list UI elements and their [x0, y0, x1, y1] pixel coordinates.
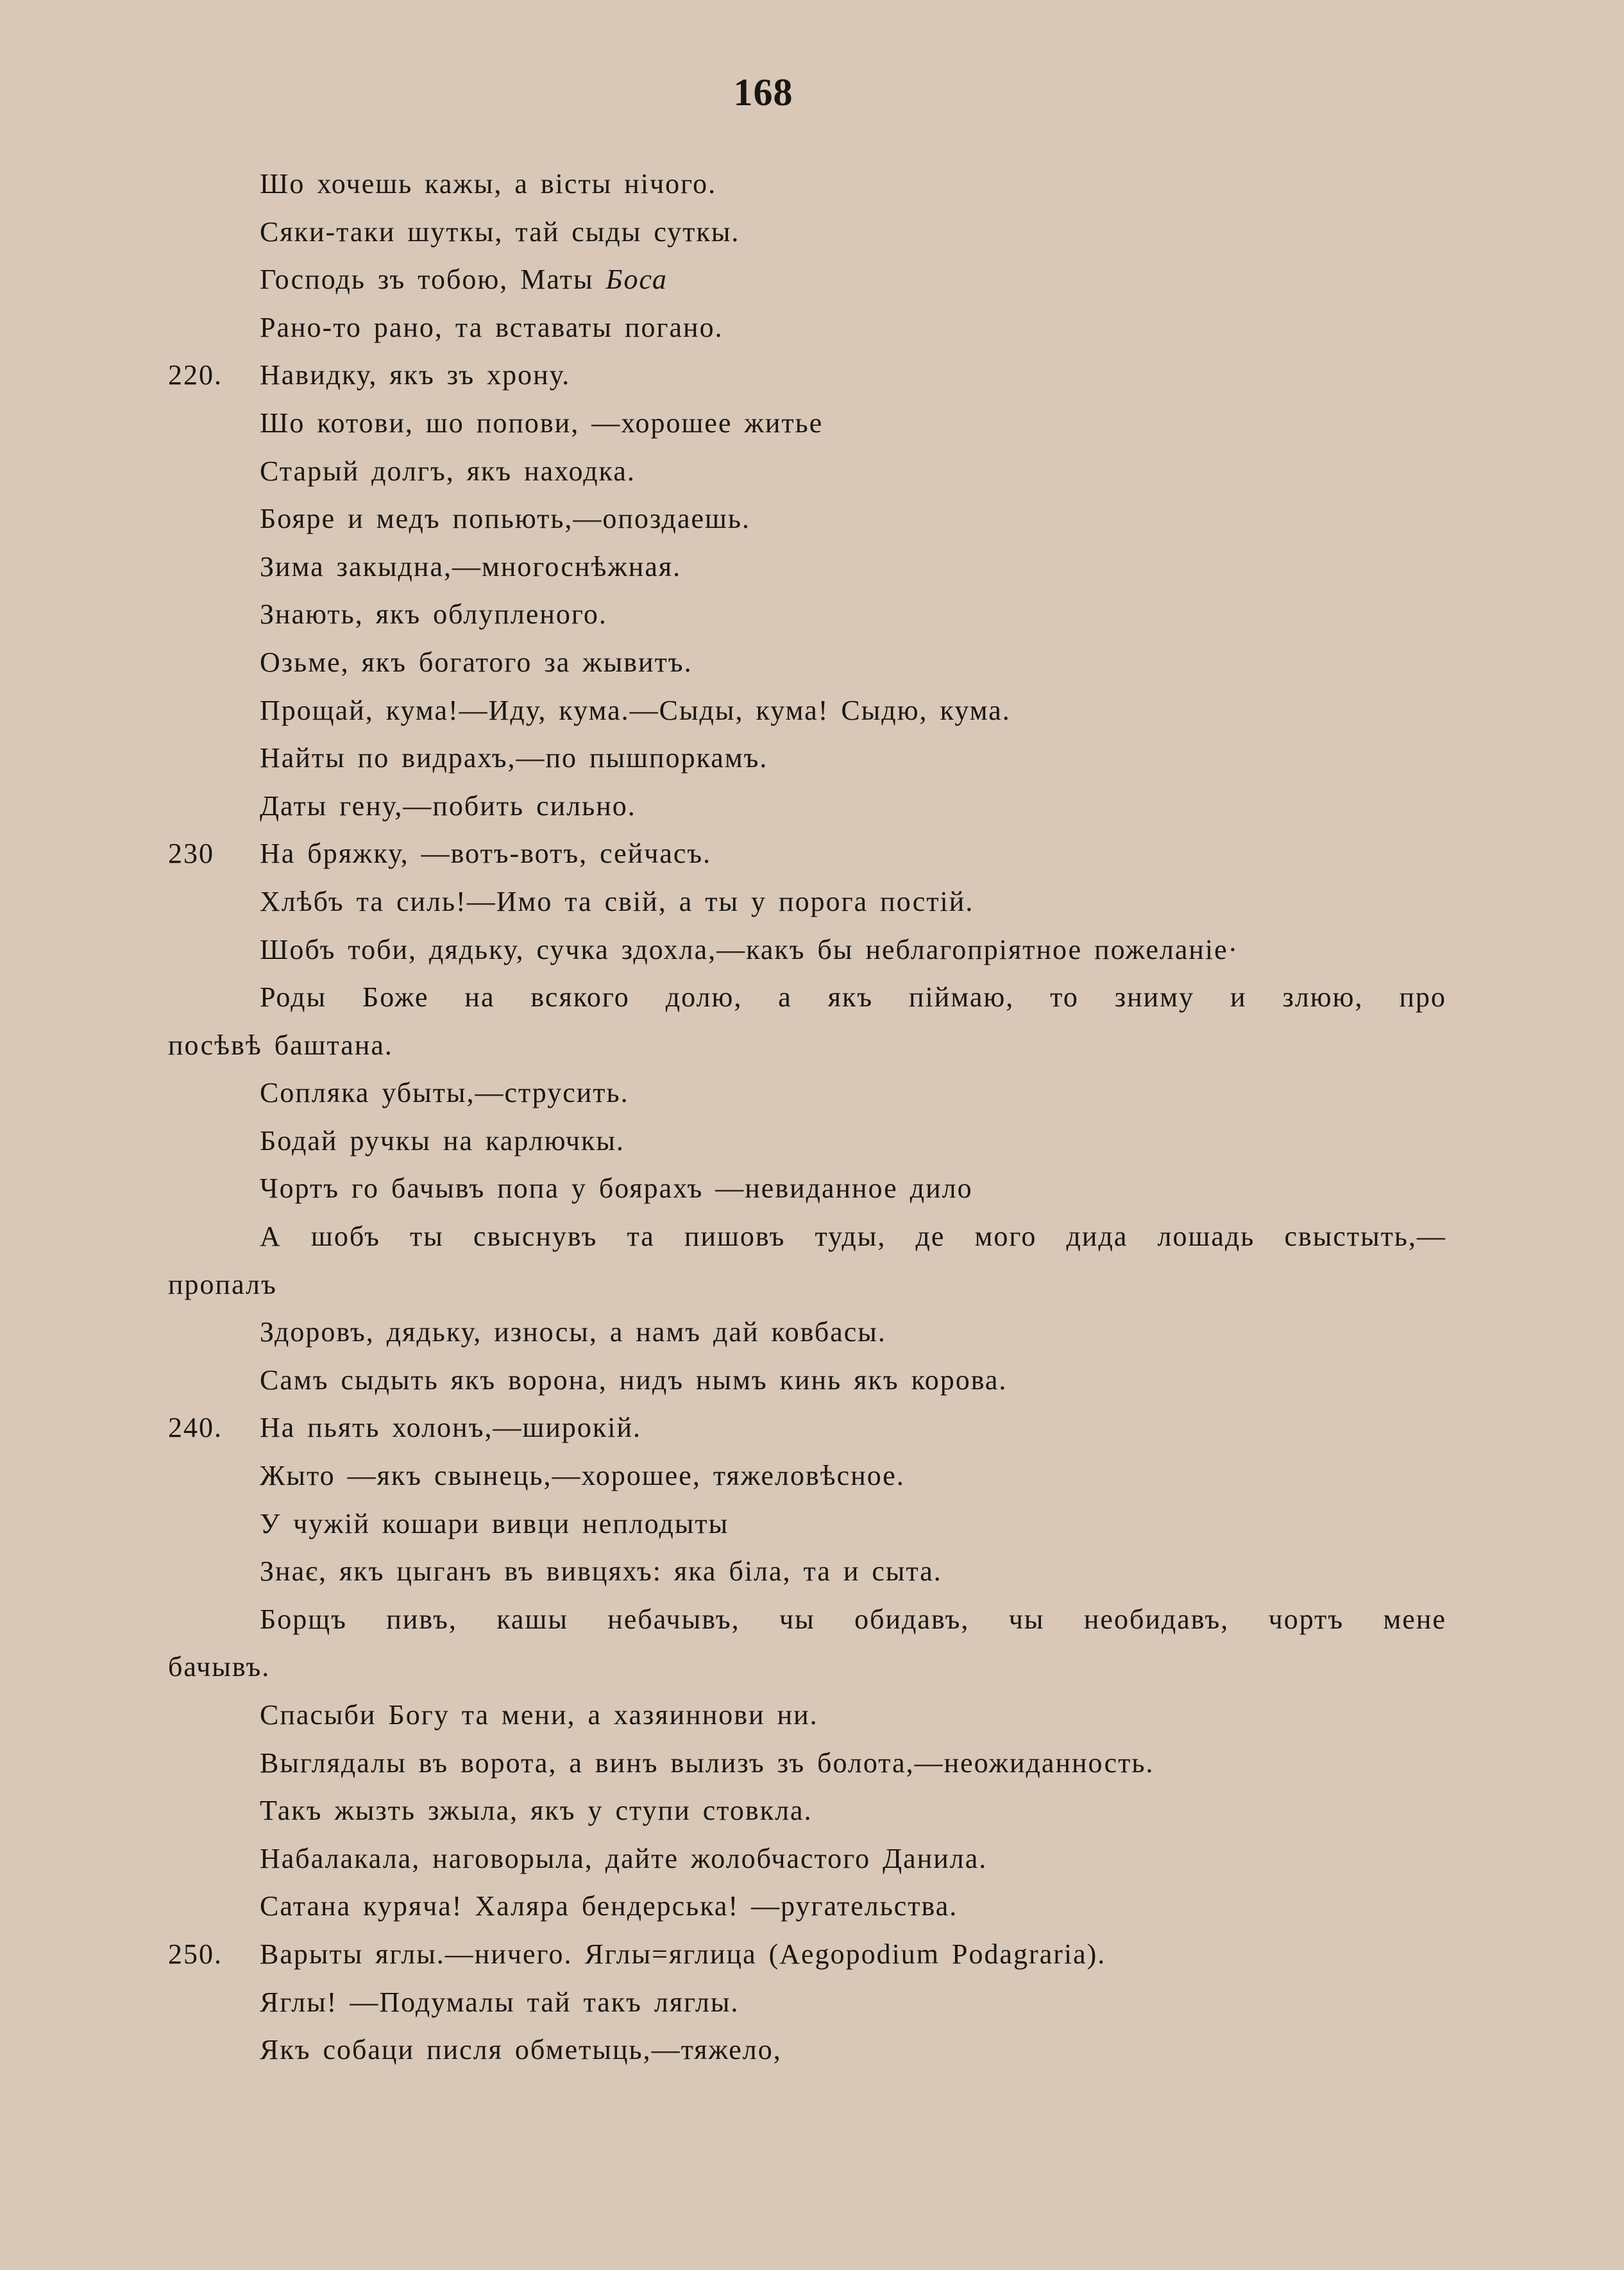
text-line	[0, 974, 1624, 1022]
line-text: А шобъ ты свыснувъ та пишовъ туды, де мого дида лошадь свыстыть,—	[260, 1221, 1446, 1253]
text-line	[0, 256, 1624, 304]
text-line	[0, 495, 1624, 543]
text-line	[0, 2026, 1624, 2074]
text-line	[0, 687, 1624, 735]
line-text: Набалакала, наговорыла, дайте жолобчастого Данила.	[260, 1842, 988, 1874]
line-text: Якъ собаци писля обметыць,—тяжело,	[260, 2034, 782, 2066]
text-line	[0, 830, 1624, 878]
line-number: 250.	[168, 1938, 223, 1970]
text-line	[0, 639, 1624, 687]
line-text: бачывъ.	[168, 1651, 271, 1683]
line-text: На бряжку, —вотъ-вотъ, сейчасъ.	[260, 838, 712, 870]
text-line	[0, 1261, 1624, 1309]
line-text: пропалъ	[168, 1268, 277, 1300]
text-line	[0, 591, 1624, 639]
line-text: Господь зъ тобою, Маты Боса	[260, 264, 668, 296]
line-text: Сопляка убыты,—струсить.	[260, 1077, 629, 1109]
text-line	[0, 1931, 1624, 1979]
line-text: У чужій кошари вивци неплодыты	[260, 1507, 729, 1539]
line-text: Хлѣбъ та силь!—Имо та свiй, а ты у порога постiй.	[260, 885, 974, 917]
text-line	[0, 1883, 1624, 1931]
line-text: На пьять холонъ,—широкій.	[260, 1412, 642, 1444]
line-text: Шобъ тоби, дядьку, сучка здохла,—какъ бы неблагопріятное пожеланіе·	[260, 933, 1239, 965]
text-line	[0, 1787, 1624, 1835]
line-text: Чортъ го бачывъ попа у боярахъ —невиданное дило	[260, 1173, 973, 1205]
line-text: Борщъ пивъ, кашы небачывъ, чы обидавъ, чы необидавъ, чортъ мене	[260, 1603, 1446, 1635]
text-line	[0, 160, 1624, 208]
line-text: Бодай ручкы на карлючкы.	[260, 1124, 625, 1156]
line-text: Здоровъ, дядьку, износы, а намъ дай ковбасы.	[260, 1316, 886, 1348]
line-text: Шо хочешь кажы, а вісты нічого.	[260, 168, 717, 199]
text-line	[0, 1404, 1624, 1452]
line-text: Яглы! —Подумалы тай такъ ляглы.	[260, 1986, 740, 2018]
page-number: 168	[733, 71, 793, 114]
line-text: Самъ сыдыть якъ ворона, нидъ нымъ кинь якъ корова.	[260, 1364, 1008, 1396]
line-text: Старый долгъ, якъ находка.	[260, 455, 636, 487]
line-text: Озьме, якъ богатого за жывитъ.	[260, 646, 693, 678]
line-number: 230	[168, 838, 214, 870]
line-text: Навидку, якъ зъ хрону.	[260, 359, 571, 391]
line-text: Варыты яглы.—ничего. Яглы=яглица (Aegopodium Podagraria).	[260, 1938, 1106, 1970]
text-line	[0, 543, 1624, 591]
text-line	[0, 1069, 1624, 1117]
text-line	[0, 926, 1624, 974]
line-text: Знає, якъ цыганъ въ вивцяхъ: яка біла, та и сыта.	[260, 1555, 942, 1588]
text-line	[0, 1165, 1624, 1213]
text-line	[0, 1979, 1624, 2027]
line-text: Прощай, кума!—Иду, кума.—Сыды, кума! Сыдю, кума.	[260, 694, 1011, 726]
line-text: посѣвѣ баштана.	[168, 1029, 393, 1061]
text-line	[0, 1117, 1624, 1165]
line-text: Сяки-таки шуткы, тай сыды суткы.	[260, 216, 740, 248]
text-line	[0, 208, 1624, 257]
text-line	[0, 1643, 1624, 1691]
text-line	[0, 1835, 1624, 1883]
text-line	[0, 1500, 1624, 1548]
text-line	[0, 1548, 1624, 1596]
text-line	[0, 400, 1624, 448]
line-number: 240.	[168, 1412, 223, 1444]
text-body	[0, 160, 1624, 2074]
line-text: Зима закыдна,—многоснѣжная.	[260, 550, 682, 582]
text-line	[0, 448, 1624, 496]
text-line	[0, 878, 1624, 926]
line-number: 220.	[168, 359, 223, 391]
line-text: Выглядалы въ ворота, а винъ вылизъ зъ болота,—неожиданность.	[260, 1747, 1155, 1779]
text-line	[0, 1022, 1624, 1070]
line-text: Знають, якъ облупленого.	[260, 598, 607, 631]
text-line	[0, 1213, 1624, 1261]
line-text: Сатана куряча! Халяра бендерська! —ругательства.	[260, 1890, 958, 1922]
text-line	[0, 1452, 1624, 1500]
text-line	[0, 1309, 1624, 1357]
line-text: Рано-то рано, та вставаты погано.	[260, 311, 723, 343]
line-text: Спасыби Богу та мени, а хазяиннови ни.	[260, 1699, 818, 1731]
line-text: Найты по видрахъ,—по пышпоркамъ.	[260, 742, 768, 774]
line-text: Роды Боже на всякого долю, а якъ піймаю, то зниму и злюю, про	[260, 981, 1446, 1013]
line-text: Жыто —якъ свынець,—хорошее, тяжеловѣсное.	[260, 1460, 905, 1492]
text-line	[0, 1357, 1624, 1405]
text-line	[0, 783, 1624, 831]
line-text: Такъ жызть зжыла, якъ у ступи стовкла.	[260, 1795, 813, 1827]
text-line	[0, 304, 1624, 352]
text-line	[0, 352, 1624, 400]
text-line	[0, 1740, 1624, 1788]
line-text: Бояре и медъ попьють,—опоздаешь.	[260, 503, 750, 535]
line-text: Даты гену,—побить сильно.	[260, 790, 636, 822]
text-line	[0, 734, 1624, 783]
line-text: Шо котови, шо попови, —хорошее житье	[260, 407, 824, 439]
text-line	[0, 1691, 1624, 1740]
text-line	[0, 1596, 1624, 1644]
